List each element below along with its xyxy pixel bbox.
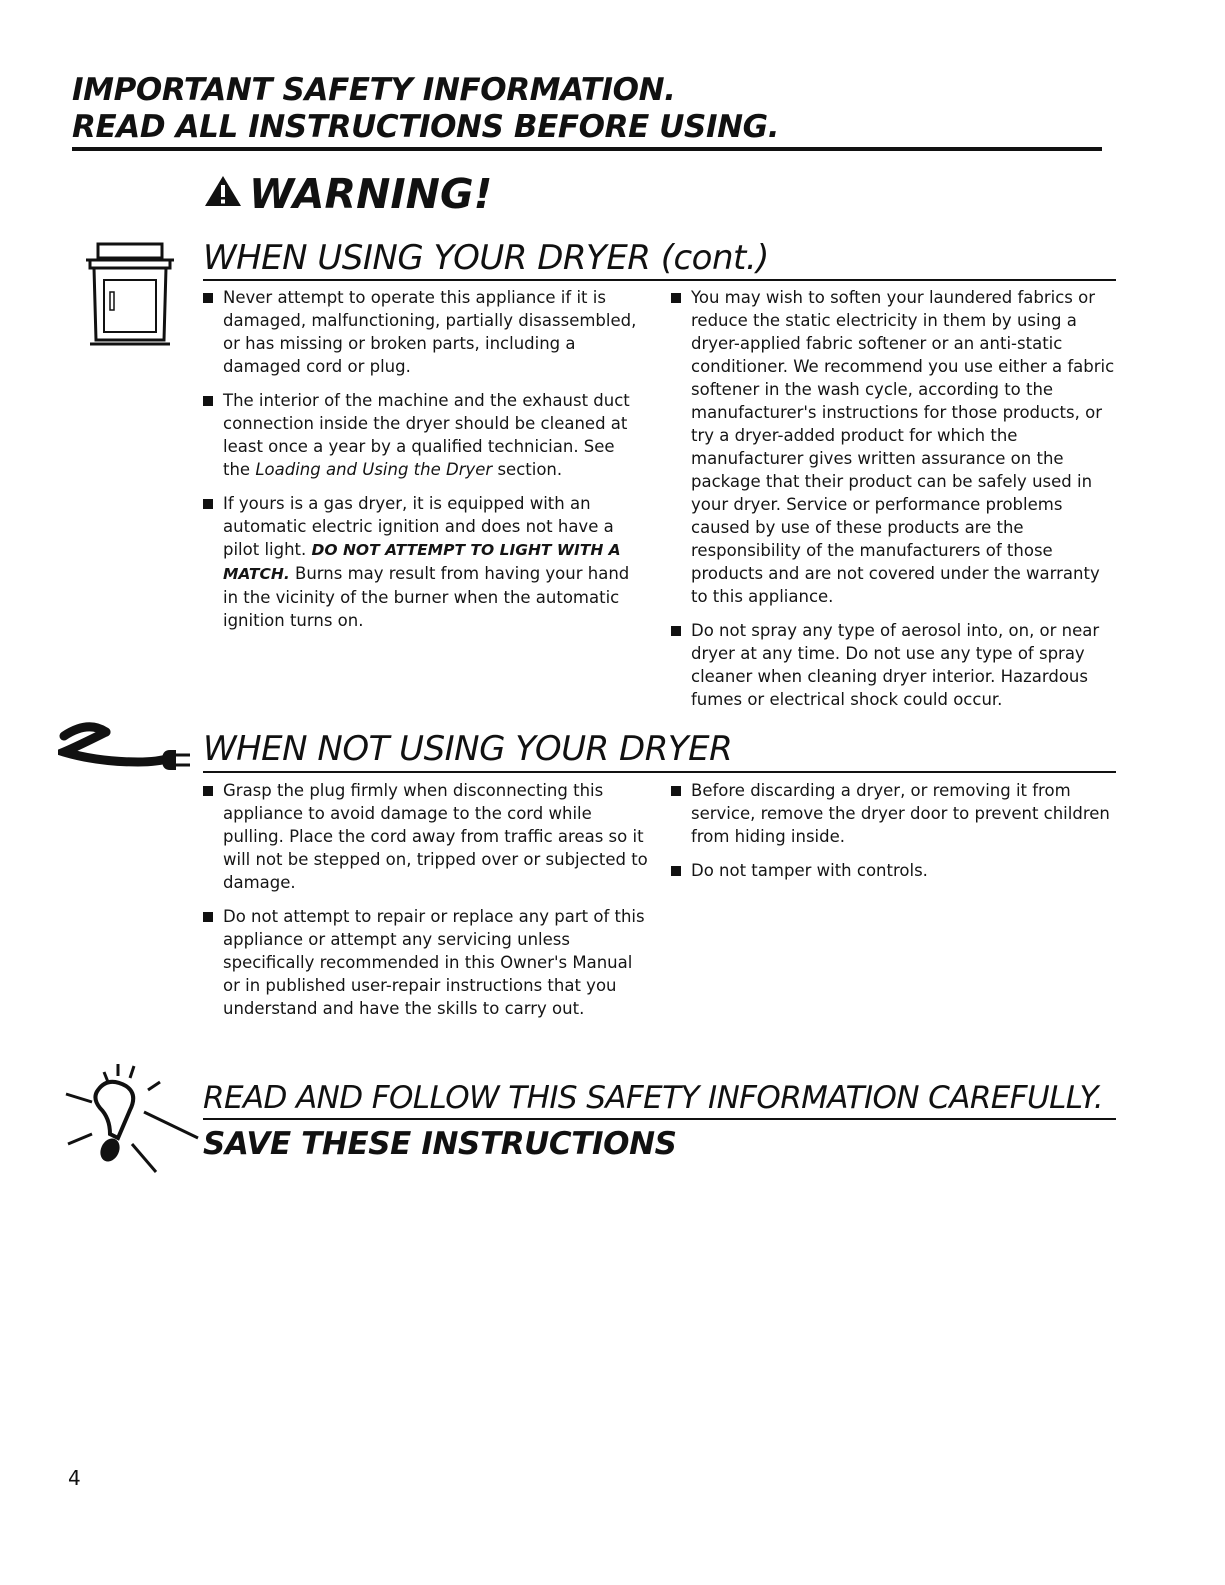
list-item: If yours is a gas dryer, it is equipped with an automatic electric ignition and does not have a pilot light. DO NOT ATTEMPT TO LIGHT WITH A MATCH. Burns may result from having your hand in the vicinity of the burner when the automatic ignition turns on. [203,492,643,632]
section-divider-not-using [203,771,1116,773]
bullet-square-icon [671,866,681,876]
list-item: The interior of the machine and the exhaust duct connection inside the dryer should be cleaned at least once a year by a qualified technician. See the Loading and Using the Dryer section. [203,389,643,481]
header-line-1: IMPORTANT SAFETY INFORMATION. [72,72,676,108]
list-item: Before discarding a dryer, or removing it from service, remove the dryer door to prevent children from hiding inside. [671,779,1119,848]
bullet-square-icon [671,293,681,303]
footer-save-instructions: SAVE THESE INSTRUCTIONS [203,1126,677,1162]
section-divider-using [203,279,1116,281]
bullet-square-icon [671,786,681,796]
section-not-using-right-column [671,779,1119,893]
warning-heading [203,168,492,220]
section-title-using: WHEN USING YOUR DRYER (cont.) [203,238,769,278]
bullet-square-icon [203,396,213,406]
list-item: Do not tamper with controls. [671,859,1119,882]
list-item: You may wish to soften your laundered fabrics or reduce the static electricity in them by using a dryer-applied fabric softener or an anti-static conditioner. We recommend you use either a fabric softener in the wash cycle, according to the manufacturer's instructions for those products, or try a dryer-added product for which the manufacturer gives written assurance on the package that their product can be safely used in your dryer. Service or performance problems caused by use of these products are the responsibility of the manufacturers of those products and are not covered under the warranty to this appliance. [671,286,1119,608]
bullet-square-icon [203,912,213,922]
light-bulb-icon [60,1060,200,1189]
page-number: 4 [68,1466,81,1490]
warning-triangle-icon [203,168,243,220]
footer-divider [203,1118,1116,1120]
page-header [72,72,1092,146]
list-item: Do not spray any type of aerosol into, on, or near dryer at any time. Do not use any type of spray cleaner when cleaning dryer interior. Hazardous fumes or electrical shock could occur. [671,619,1119,711]
section-reference: Loading and Using the Dryer [255,460,493,479]
section-using-right-column [671,286,1119,722]
emphasis-warning-text: DO NOT ATTEMPT TO LIGHT WITH A MATCH. [223,541,621,583]
list-item: Do not attempt to repair or replace any part of this appliance or attempt any servicing unless specifically recommended in this Owner's Manual or in published user-repair instructions that you understand and have the skills to carry out. [203,905,651,1020]
bullet-square-icon [203,293,213,303]
list-item: Grasp the plug firmly when disconnecting this appliance to avoid damage to the cord while pulling. Place the cord away from traffic areas so it will not be stepped on, tripped over or subjected to damage. [203,779,651,894]
power-plug-icon [58,718,193,792]
bullet-square-icon [203,499,213,509]
warning-label: WARNING! [249,170,493,218]
section-title-not-using: WHEN NOT USING YOUR DRYER [203,729,733,769]
section-using-left-column [203,286,643,643]
header-line-2: READ ALL INSTRUCTIONS BEFORE USING. [72,109,780,145]
list-item: Never attempt to operate this appliance if it is damaged, malfunctioning, partially disassembled, or has missing or broken parts, including a damaged cord or plug. [203,286,643,378]
footer-safety-statement: READ AND FOLLOW THIS SAFETY INFORMATION CAREFULLY. [203,1080,1104,1116]
section-not-using-left-column [203,779,651,1031]
dryer-icon [84,240,176,354]
bullet-square-icon [203,786,213,796]
bullet-square-icon [671,626,681,636]
header-divider [72,147,1102,151]
